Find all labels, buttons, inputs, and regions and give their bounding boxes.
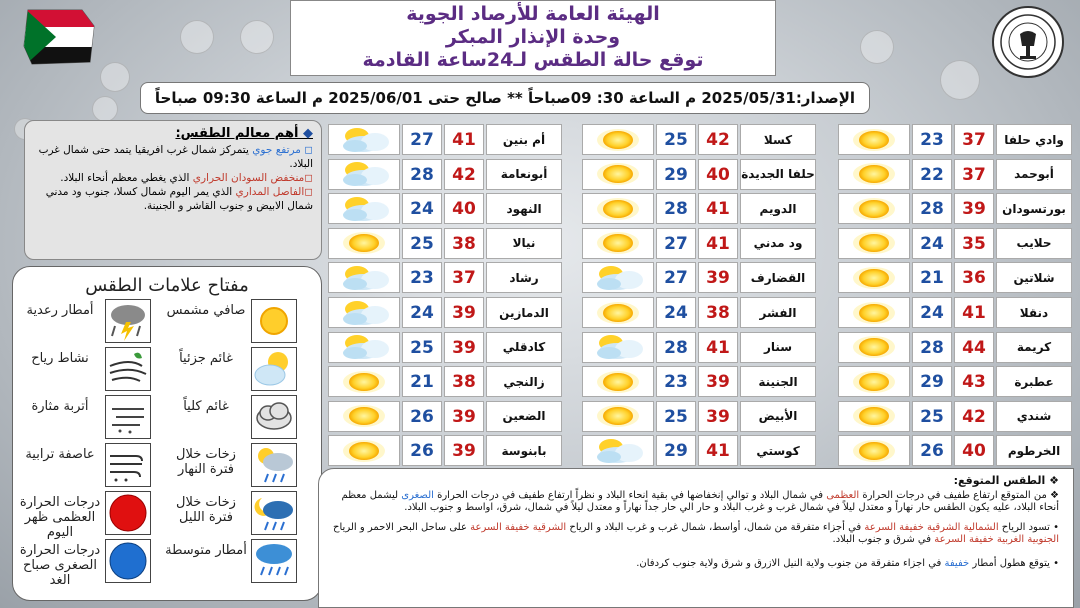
sun-icon	[582, 228, 654, 259]
min-temp: 25	[402, 228, 442, 259]
min-temp: 26	[912, 435, 952, 466]
station-row	[838, 124, 1074, 155]
station-row	[582, 332, 818, 363]
station-name: بابنوسة	[486, 435, 562, 466]
min-temp: 24	[912, 228, 952, 259]
max-temp: 36	[954, 262, 994, 293]
sun-icon	[838, 366, 910, 397]
station-row	[838, 435, 1074, 466]
thunderstorm-icon	[105, 299, 151, 343]
key-label: درجات الحرارة الصغرى صباح الغد	[19, 543, 101, 588]
night-showers-icon	[251, 491, 297, 535]
max-temp: 44	[954, 332, 994, 363]
weather-key-panel	[12, 266, 322, 601]
station-name: ود مدني	[740, 228, 816, 259]
max-temp: 41	[698, 193, 738, 224]
min-temp: 28	[402, 159, 442, 190]
sun-icon	[838, 159, 910, 190]
station-row	[838, 332, 1074, 363]
station-row	[582, 193, 818, 224]
max-temp: 40	[954, 435, 994, 466]
key-item-min-temp	[17, 539, 167, 588]
expected-rain-text: • يتوقع هطول أمطار خفيفة في اجزاء متفرقة من جنوب ولاية النيل الازرق و شرق ولاية جنوب كردفان.	[636, 558, 1059, 569]
min-temp: 29	[912, 366, 952, 397]
station-name: الأبيض	[740, 401, 816, 432]
max-temp: 38	[698, 297, 738, 328]
station-name: النهود	[486, 193, 562, 224]
station-row	[582, 228, 818, 259]
sun-icon	[838, 124, 910, 155]
max-temp: 41	[444, 124, 484, 155]
station-row	[582, 262, 818, 293]
min-temp: 25	[656, 124, 696, 155]
station-row	[328, 366, 564, 397]
key-item-dust-storm	[17, 443, 167, 489]
min-temp: 21	[912, 262, 952, 293]
sun-icon	[251, 299, 297, 343]
max-temp: 39	[444, 401, 484, 432]
key-title: مفتاح علامات الطقس	[85, 275, 249, 296]
max-temp: 37	[444, 262, 484, 293]
max-temp: 37	[954, 124, 994, 155]
max-temp: 39	[444, 297, 484, 328]
station-row	[328, 193, 564, 224]
station-name: سنار	[740, 332, 816, 363]
title-line-3: توقع حالة الطقس لـ24ساعة القادمة	[362, 49, 704, 71]
key-label: زخات خلال فترة النهار	[176, 447, 236, 477]
sun-icon	[838, 401, 910, 432]
key-label: أتربة مثارة	[31, 399, 89, 414]
wind-icon	[105, 347, 151, 391]
min-temp: 29	[656, 435, 696, 466]
station-name: كوستي	[740, 435, 816, 466]
min-temp: 27	[656, 262, 696, 293]
min-temp: 26	[402, 401, 442, 432]
min-temp: 25	[912, 401, 952, 432]
sun-icon	[328, 366, 400, 397]
station-row	[582, 159, 818, 190]
max-temp: 39	[698, 262, 738, 293]
max-temp: 39	[954, 193, 994, 224]
partly-cloudy-icon	[328, 124, 400, 155]
min-temp: 24	[402, 193, 442, 224]
station-row	[328, 228, 564, 259]
station-row	[328, 435, 564, 466]
max-temp: 39	[698, 401, 738, 432]
station-name: القضارف	[740, 262, 816, 293]
key-item-thunderstorm	[17, 299, 167, 345]
station-name: أبوحمد	[996, 159, 1072, 190]
max-temp: 41	[954, 297, 994, 328]
expected-wind-text: • تسود الرياح الشمالية الشرقية خفيفة السرعة في أجزاء متفرقة من شمال، أواسط، شمال غرب و غرب البلاد و الرياح الشرقية خفيفة السرعة على ساحل البحر الاحمر و الرياح الجنوبية الغربية خفيفة السرعة في شرق و جنوب البلاد.	[333, 522, 1059, 545]
key-label: أمطار رعدية	[26, 303, 94, 318]
partly-cloudy-icon	[251, 347, 297, 391]
max-temp: 37	[954, 159, 994, 190]
station-name: كسلا	[740, 124, 816, 155]
sun-icon	[838, 297, 910, 328]
station-row	[838, 193, 1074, 224]
expected-temperature-text: ❖ من المتوقع ارتفاع طفيف في درجات الحرارة العظمى في شمال البلاد و توالي إنخفاضها في بقية انحاء البلاد و نظراً ارتفاع طفيف في درجات الحرارة الصغرى ليشمل معظم أنحاء البلاد، عليه يكون الطقس حار نهاراً و معتدل ليلاً في شمال غرب و غرب البلاد و حار الي حار جداً نهاراً و معتدل ليلاً في شمال، شرق، اواسط و جنوب البلاد.	[341, 490, 1059, 513]
min-temp: 22	[912, 159, 952, 190]
sun-icon	[328, 401, 400, 432]
station-name: شندي	[996, 401, 1072, 432]
station-name: حلايب	[996, 228, 1072, 259]
station-name: وادي حلفا	[996, 124, 1072, 155]
station-name: الجنينة	[740, 366, 816, 397]
station-name: الخرطوم	[996, 435, 1072, 466]
station-name: أبونعامة	[486, 159, 562, 190]
min-temp: 27	[402, 124, 442, 155]
key-label: نشاط رياح	[31, 351, 89, 366]
min-temp: 29	[656, 159, 696, 190]
max-temp: 39	[444, 332, 484, 363]
dust-storm-icon	[105, 443, 151, 487]
station-row	[328, 297, 564, 328]
station-name: الدويم	[740, 193, 816, 224]
key-label: غائم كلياً	[183, 399, 229, 414]
max-temp: 41	[698, 228, 738, 259]
sun-icon	[838, 435, 910, 466]
max-temp: 41	[698, 332, 738, 363]
partly-cloudy-icon	[582, 435, 654, 466]
key-item-wind	[17, 347, 167, 393]
sun-icon	[582, 159, 654, 190]
station-row	[838, 401, 1074, 432]
station-row	[838, 297, 1074, 328]
partly-cloudy-icon	[328, 193, 400, 224]
max-temp: 40	[444, 193, 484, 224]
min-temp: 23	[656, 366, 696, 397]
station-name: الضعين	[486, 401, 562, 432]
min-temp: 28	[656, 193, 696, 224]
partly-cloudy-icon	[582, 262, 654, 293]
station-row	[838, 262, 1074, 293]
feature-item-3: ◻الفاصل المداري الذي يمر اليوم شمال كسلا، جنوب ود مدني شمال الابيض و جنوب القاشر و الجنينة.	[45, 186, 313, 212]
title-box	[290, 0, 776, 76]
dust-icon	[105, 395, 151, 439]
station-name: زالنجي	[486, 366, 562, 397]
sun-icon	[838, 262, 910, 293]
station-row	[582, 366, 818, 397]
max-temp: 42	[698, 124, 738, 155]
max-temp: 43	[954, 366, 994, 397]
min-temp: 28	[912, 193, 952, 224]
min-temp-icon	[105, 539, 151, 583]
day-showers-icon	[251, 443, 297, 487]
max-temp: 38	[444, 366, 484, 397]
sun-icon	[838, 228, 910, 259]
key-item-sun	[163, 299, 313, 345]
station-name: نيالا	[486, 228, 562, 259]
key-item-max-temp	[17, 491, 167, 540]
title-line-1: الهيئة العامة للأرصاد الجوية	[406, 3, 660, 25]
key-item-night-showers	[163, 491, 313, 537]
sun-icon	[328, 228, 400, 259]
max-temp-icon	[105, 491, 151, 535]
station-name: رشاد	[486, 262, 562, 293]
station-row	[328, 401, 564, 432]
station-name: الدمازين	[486, 297, 562, 328]
station-row	[838, 228, 1074, 259]
feature-item-1: ◻ مرتفع جوي يتمركز شمال غرب افريقيا يتمد حتى شمال غرب البلاد.	[38, 144, 313, 170]
sun-icon	[328, 435, 400, 466]
min-temp: 28	[656, 332, 696, 363]
min-temp: 21	[402, 366, 442, 397]
cloudy-icon	[251, 395, 297, 439]
key-label: أمطار متوسطة	[165, 543, 247, 558]
key-label: عاصفة ترابية	[25, 447, 95, 462]
station-row	[328, 159, 564, 190]
station-name: دنقلا	[996, 297, 1072, 328]
issue-validity-line: الإصدار:2025/05/31 م الساعة 30: 09صباحاً ** صالح حتى 2025/06/01 م الساعة 09:30 صباحاً	[140, 82, 870, 114]
min-temp: 23	[402, 262, 442, 293]
max-temp: 39	[698, 366, 738, 397]
key-item-partly-cloudy	[163, 347, 313, 393]
partly-cloudy-icon	[328, 262, 400, 293]
station-row	[328, 124, 564, 155]
expected-title: ❖ الطقس المتوقع:	[953, 474, 1059, 487]
key-item-cloudy	[163, 395, 313, 441]
station-row	[838, 366, 1074, 397]
sun-icon	[582, 401, 654, 432]
max-temp: 42	[954, 401, 994, 432]
key-label: صافي مشمس	[166, 303, 246, 318]
sun-icon	[582, 366, 654, 397]
min-temp: 25	[402, 332, 442, 363]
station-name: كادقلي	[486, 332, 562, 363]
key-label: زخات خلال فترة الليل	[176, 495, 236, 525]
station-row	[582, 297, 818, 328]
min-temp: 24	[656, 297, 696, 328]
min-temp: 23	[912, 124, 952, 155]
min-temp: 24	[912, 297, 952, 328]
sun-icon	[582, 124, 654, 155]
station-row	[328, 262, 564, 293]
station-name: شلاتين	[996, 262, 1072, 293]
expected-weather-box	[318, 468, 1074, 608]
station-name: الفشر	[740, 297, 816, 328]
feature-item-2: ◻منخفض السودان الحراري الذي يغطي معظم أنحاء البلاد.	[60, 172, 313, 184]
weather-features-box	[24, 120, 322, 260]
title-line-2: وحدة الإنذار المبكر	[445, 26, 621, 48]
station-name: أم بنين	[486, 124, 562, 155]
sun-icon	[582, 297, 654, 328]
features-title: ◆ أهم معالم الطقس:	[175, 126, 313, 141]
key-item-moderate-rain	[163, 539, 313, 585]
partly-cloudy-icon	[328, 159, 400, 190]
sun-icon	[582, 193, 654, 224]
station-name: كريمة	[996, 332, 1072, 363]
key-label: درجات الحرارة العظمى ظهر اليوم	[19, 495, 101, 540]
station-row	[582, 435, 818, 466]
partly-cloudy-icon	[328, 332, 400, 363]
max-temp: 41	[698, 435, 738, 466]
key-label: غائم جزئياً	[179, 351, 233, 366]
sun-icon	[838, 332, 910, 363]
sudan-flag	[22, 6, 96, 68]
station-row	[838, 159, 1074, 190]
station-row	[328, 332, 564, 363]
sun-icon	[838, 193, 910, 224]
meteorological-authority-logo	[992, 6, 1064, 78]
station-name: عطبرة	[996, 366, 1072, 397]
station-name: بورتسودان	[996, 193, 1072, 224]
max-temp: 42	[444, 159, 484, 190]
key-item-day-showers	[163, 443, 313, 489]
min-temp: 27	[656, 228, 696, 259]
station-row	[582, 124, 818, 155]
station-row	[582, 401, 818, 432]
max-temp: 38	[444, 228, 484, 259]
moderate-rain-icon	[251, 539, 297, 583]
max-temp: 35	[954, 228, 994, 259]
key-item-dust	[17, 395, 167, 441]
station-name: حلفا الجديدة	[740, 159, 816, 190]
min-temp: 28	[912, 332, 952, 363]
min-temp: 25	[656, 401, 696, 432]
min-temp: 26	[402, 435, 442, 466]
max-temp: 39	[444, 435, 484, 466]
partly-cloudy-icon	[582, 332, 654, 363]
max-temp: 40	[698, 159, 738, 190]
min-temp: 24	[402, 297, 442, 328]
partly-cloudy-icon	[328, 297, 400, 328]
